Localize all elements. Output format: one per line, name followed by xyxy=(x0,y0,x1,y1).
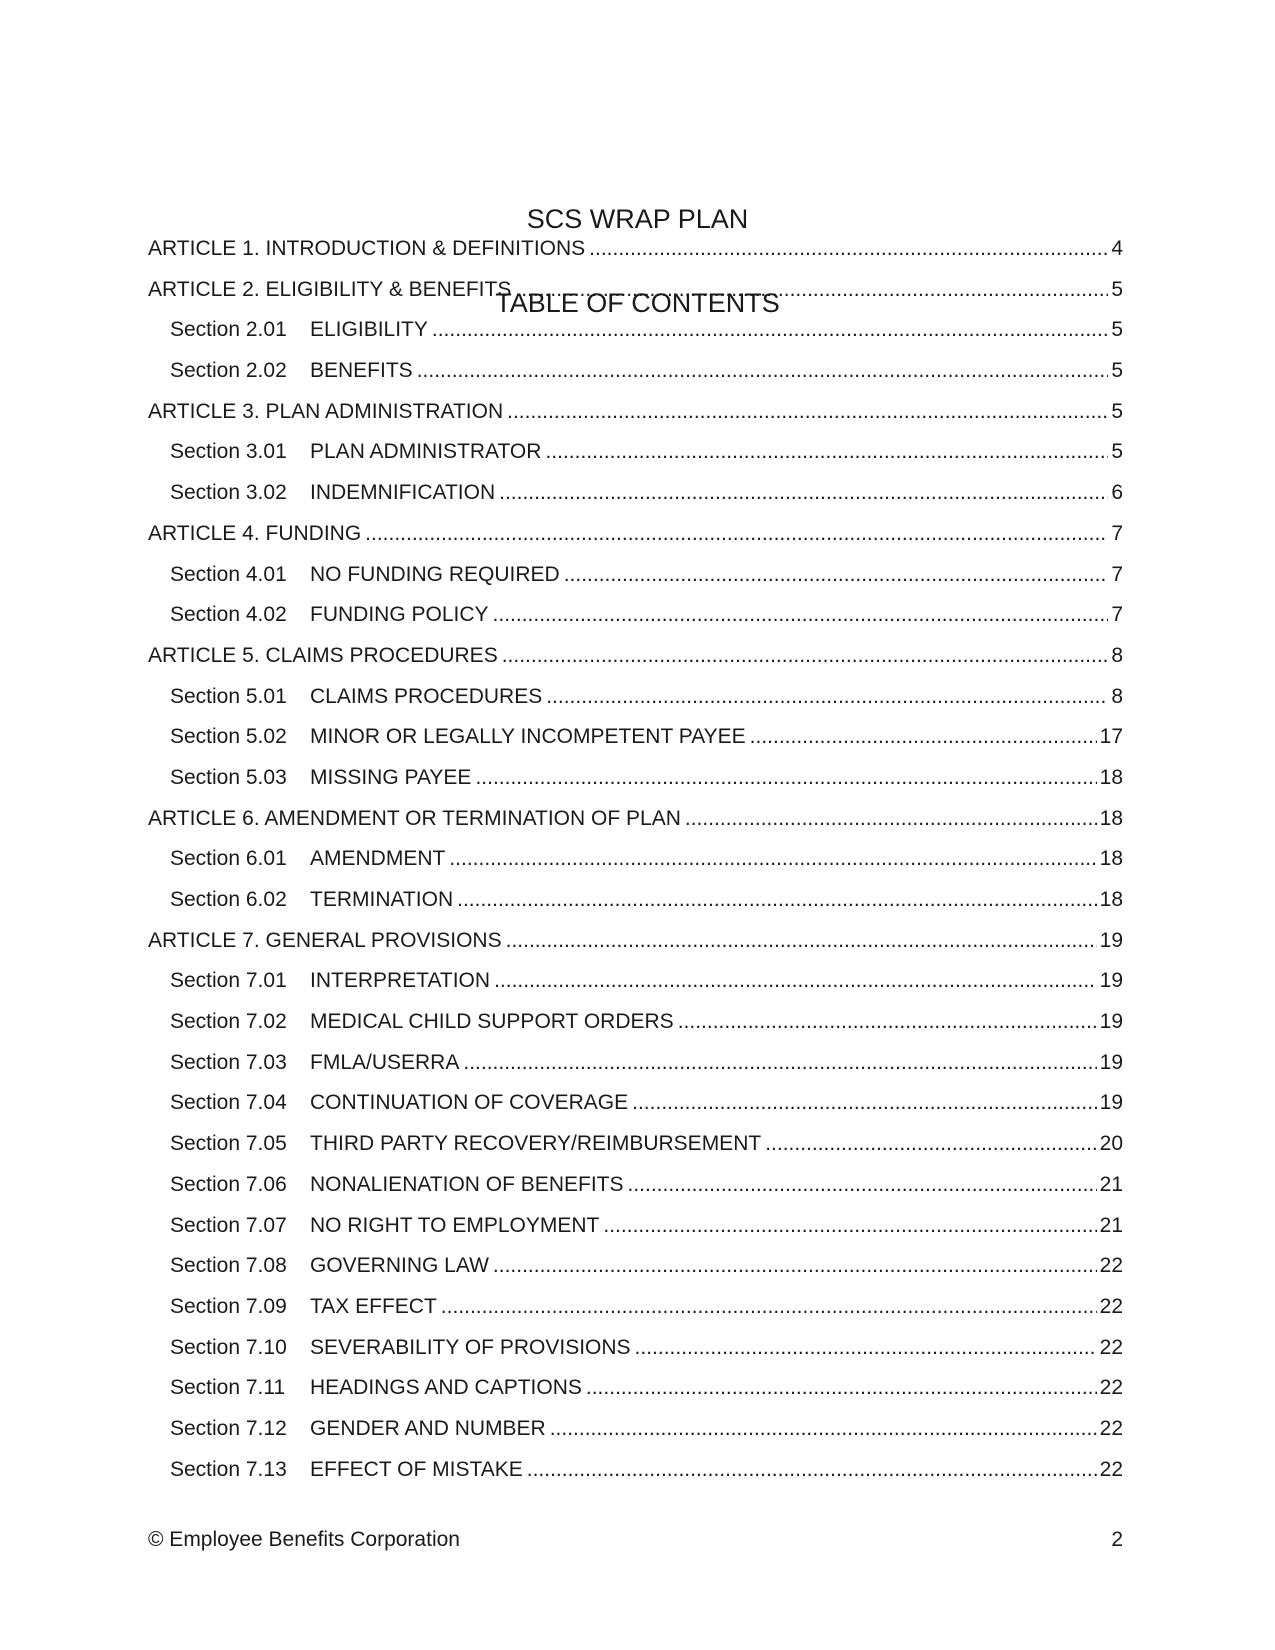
dot-leader xyxy=(502,644,1109,668)
dot-leader xyxy=(457,888,1097,912)
toc-entry-article[interactable] xyxy=(148,278,1123,302)
toc-entry-article[interactable] xyxy=(148,644,1123,668)
toc-section-number: Section 2.01 xyxy=(170,318,287,342)
dot-leader xyxy=(494,969,1097,993)
dot-leader xyxy=(527,1458,1097,1482)
dot-leader xyxy=(475,766,1096,790)
toc-entry-section[interactable] xyxy=(148,1254,1123,1278)
toc-entry-page-number: 19 xyxy=(1099,928,1123,952)
toc-entry-section[interactable] xyxy=(148,1091,1123,1115)
toc-entry-section[interactable] xyxy=(148,1336,1123,1360)
toc-entry-article[interactable] xyxy=(148,807,1123,831)
dot-leader xyxy=(550,1417,1097,1441)
toc-entry-label: NO FUNDING REQUIRED xyxy=(310,562,560,586)
dot-leader xyxy=(545,440,1108,464)
toc-entry-section[interactable] xyxy=(148,1417,1123,1441)
toc-entry-page-number: 21 xyxy=(1099,1213,1123,1237)
dot-leader xyxy=(546,685,1108,709)
dot-leader xyxy=(603,1214,1096,1238)
toc-section-number: Section 7.11 xyxy=(170,1376,286,1400)
toc-entry-label: ARTICLE 5. CLAIMS PROCEDURES xyxy=(148,643,498,667)
toc-entry-section[interactable] xyxy=(148,725,1123,749)
toc-entry-page-number: 5 xyxy=(1111,399,1123,423)
toc-entry-label: ARTICLE 4. FUNDING xyxy=(148,521,362,545)
toc-section-number: Section 2.02 xyxy=(170,359,287,383)
dot-leader xyxy=(678,1010,1097,1034)
toc-section-number: Section 5.01 xyxy=(170,684,287,708)
toc-section-number: Section 7.07 xyxy=(170,1213,287,1237)
toc-section-number: Section 6.01 xyxy=(170,847,287,871)
toc-entry-page-number: 19 xyxy=(1099,1010,1123,1034)
dot-leader xyxy=(499,481,1108,505)
toc-entry-page-number: 18 xyxy=(1099,888,1123,911)
toc-section-number: Section 4.02 xyxy=(170,603,287,627)
toc-section-number: Section 7.09 xyxy=(170,1294,287,1318)
dot-leader xyxy=(417,359,1109,383)
toc-entry-label: FUNDING POLICY xyxy=(310,603,489,627)
toc-section-number: Section 5.03 xyxy=(170,765,287,789)
dot-leader xyxy=(685,807,1097,831)
toc-entry-label: INDEMNIFICATION xyxy=(310,481,496,505)
toc-entry-page-number: 19 xyxy=(1099,1050,1123,1074)
toc-entry-page-number: 7 xyxy=(1111,562,1123,586)
toc-entry-article[interactable] xyxy=(148,929,1123,953)
toc-entry-page-number: 7 xyxy=(1111,521,1123,545)
toc-entry-label: SEVERABILITY OF PROVISIONS xyxy=(310,1335,631,1359)
toc-entry-article[interactable] xyxy=(148,237,1123,261)
toc-entry-section[interactable] xyxy=(148,1376,1123,1400)
dot-leader xyxy=(432,318,1108,342)
toc-entry-page-number: 5 xyxy=(1111,277,1123,301)
toc-entry-page-number: 18 xyxy=(1099,806,1123,830)
doc-title-line1: SCS WRAP PLAN xyxy=(526,204,749,234)
dot-leader xyxy=(589,237,1108,261)
toc-entry-article[interactable] xyxy=(148,400,1123,424)
toc-entry-label: GOVERNING LAW xyxy=(310,1254,489,1278)
toc-entry-label: ARTICLE 6. AMENDMENT OR TERMINATION OF PLAN xyxy=(148,806,681,830)
dot-leader xyxy=(506,929,1097,953)
page-footer xyxy=(148,1528,1123,1552)
toc-entry-label: MINOR OR LEGALLY INCOMPETENT PAYEE xyxy=(310,725,746,749)
table-of-contents xyxy=(148,237,1123,1498)
toc-entry-section[interactable] xyxy=(148,318,1123,342)
toc-entry-label: PLAN ADMINISTRATOR xyxy=(310,440,542,464)
toc-entry-page-number: 17 xyxy=(1099,725,1123,749)
toc-entry-page-number: 19 xyxy=(1099,969,1123,993)
dot-leader xyxy=(441,1295,1097,1319)
toc-section-number: Section 7.12 xyxy=(170,1416,287,1440)
toc-entry-page-number: 4 xyxy=(1111,237,1123,260)
toc-entry-label: TERMINATION xyxy=(310,888,454,911)
toc-section-number: Section 7.01 xyxy=(170,969,287,993)
toc-entry-page-number: 18 xyxy=(1099,847,1123,871)
toc-entry-section[interactable] xyxy=(148,1132,1123,1156)
toc-section-number: Section 3.02 xyxy=(170,481,287,505)
dot-leader xyxy=(635,1336,1097,1360)
toc-entry-page-number: 22 xyxy=(1099,1376,1123,1400)
toc-entry-label: NO RIGHT TO EMPLOYMENT xyxy=(310,1213,600,1237)
toc-entry-page-number: 7 xyxy=(1111,603,1123,627)
toc-entry-page-number: 22 xyxy=(1099,1254,1123,1278)
toc-entry-label: HEADINGS AND CAPTIONS xyxy=(310,1376,582,1400)
toc-entry-section[interactable] xyxy=(148,1173,1123,1197)
toc-entry-label: BENEFITS xyxy=(310,359,413,383)
dot-leader xyxy=(515,278,1108,302)
toc-entry-section[interactable] xyxy=(148,1214,1123,1238)
toc-entry-label: ARTICLE 2. ELIGIBILITY & BENEFITS xyxy=(148,277,512,301)
dot-leader xyxy=(564,563,1109,587)
toc-entry-page-number: 8 xyxy=(1111,684,1123,708)
toc-section-number: Section 6.02 xyxy=(170,888,287,911)
toc-entry-page-number: 20 xyxy=(1099,1132,1123,1156)
toc-entry-section[interactable] xyxy=(148,1295,1123,1319)
toc-entry-label: INTERPRETATION xyxy=(310,969,491,993)
dot-leader xyxy=(493,1254,1097,1278)
dot-leader xyxy=(507,400,1108,424)
dot-leader xyxy=(765,1132,1096,1156)
toc-entry-label: MEDICAL CHILD SUPPORT ORDERS xyxy=(310,1010,674,1034)
dot-leader xyxy=(449,847,1096,871)
toc-entry-label: CONTINUATION OF COVERAGE xyxy=(310,1091,629,1115)
toc-entry-section[interactable] xyxy=(148,481,1123,505)
toc-section-number: Section 3.01 xyxy=(170,440,287,464)
toc-entry-label: ARTICLE 7. GENERAL PROVISIONS xyxy=(148,928,502,952)
footer-copyright: © Employee Benefits Corporation xyxy=(148,1528,460,1551)
toc-entry-page-number: 6 xyxy=(1111,481,1123,505)
toc-entry-section[interactable] xyxy=(148,1458,1123,1482)
toc-section-number: Section 5.02 xyxy=(170,725,287,749)
toc-entry-section[interactable] xyxy=(148,888,1123,912)
dot-leader xyxy=(627,1173,1096,1197)
toc-entry-label: GENDER AND NUMBER xyxy=(310,1416,546,1440)
toc-entry-label: ELIGIBILITY xyxy=(310,318,428,342)
toc-section-number: Section 7.02 xyxy=(170,1010,287,1034)
toc-entry-label: CLAIMS PROCEDURES xyxy=(310,684,543,708)
dot-leader xyxy=(750,725,1097,749)
dot-leader xyxy=(365,522,1108,546)
toc-section-number: Section 7.04 xyxy=(170,1091,287,1115)
toc-entry-section[interactable] xyxy=(148,766,1123,790)
toc-section-number: Section 4.01 xyxy=(170,562,287,586)
toc-entry-label: ARTICLE 1. INTRODUCTION & DEFINITIONS xyxy=(148,237,586,260)
toc-entry-label: FMLA/USERRA xyxy=(310,1050,460,1074)
toc-entry-page-number: 21 xyxy=(1099,1172,1123,1196)
toc-entry-section[interactable] xyxy=(148,969,1123,993)
dot-leader xyxy=(632,1091,1097,1115)
toc-entry-label: TAX EFFECT xyxy=(310,1294,437,1318)
toc-entry-page-number: 18 xyxy=(1099,765,1123,789)
toc-entry-label: NONALIENATION OF BENEFITS xyxy=(310,1172,624,1196)
toc-entry-label: ARTICLE 3. PLAN ADMINISTRATION xyxy=(148,399,504,423)
toc-entry-section[interactable] xyxy=(148,359,1123,383)
toc-entry-section[interactable] xyxy=(148,685,1123,709)
toc-entry-section[interactable] xyxy=(148,1051,1123,1075)
toc-section-number: Section 7.05 xyxy=(170,1132,287,1156)
toc-section-number: Section 7.10 xyxy=(170,1335,287,1359)
footer-page-number: 2 xyxy=(1111,1528,1123,1551)
toc-entry-page-number: 19 xyxy=(1099,1091,1123,1115)
toc-entry-section[interactable] xyxy=(148,1010,1123,1034)
doc-title-line2: TABLE OF CONTENTS xyxy=(495,288,780,318)
toc-entry-page-number: 8 xyxy=(1111,643,1123,667)
toc-entry-page-number: 5 xyxy=(1111,318,1123,342)
toc-section-number: Section 7.06 xyxy=(170,1172,287,1196)
toc-entry-label: THIRD PARTY RECOVERY/REIMBURSEMENT xyxy=(310,1132,762,1156)
toc-entry-page-number: 5 xyxy=(1111,440,1123,464)
toc-entry-page-number: 5 xyxy=(1111,359,1123,383)
toc-entry-page-number: 22 xyxy=(1099,1416,1123,1440)
toc-entry-section[interactable] xyxy=(148,440,1123,464)
toc-entry-page-number: 22 xyxy=(1099,1294,1123,1318)
toc-section-number: Section 7.13 xyxy=(170,1457,287,1481)
dot-leader xyxy=(586,1376,1097,1400)
toc-entry-label: EFFECT OF MISTAKE xyxy=(310,1457,523,1481)
dot-leader xyxy=(493,603,1109,627)
toc-entry-section[interactable] xyxy=(148,603,1123,627)
toc-section-number: Section 7.08 xyxy=(170,1254,287,1278)
toc-entry-page-number: 22 xyxy=(1099,1457,1123,1481)
toc-entry-section[interactable] xyxy=(148,563,1123,587)
dot-leader xyxy=(463,1051,1096,1075)
toc-section-number: Section 7.03 xyxy=(170,1050,287,1074)
toc-entry-page-number: 22 xyxy=(1099,1335,1123,1359)
toc-entry-section[interactable] xyxy=(148,847,1123,871)
toc-entry-label: AMENDMENT xyxy=(310,847,446,871)
toc-entry-article[interactable] xyxy=(148,522,1123,546)
toc-entry-label: MISSING PAYEE xyxy=(310,765,472,789)
